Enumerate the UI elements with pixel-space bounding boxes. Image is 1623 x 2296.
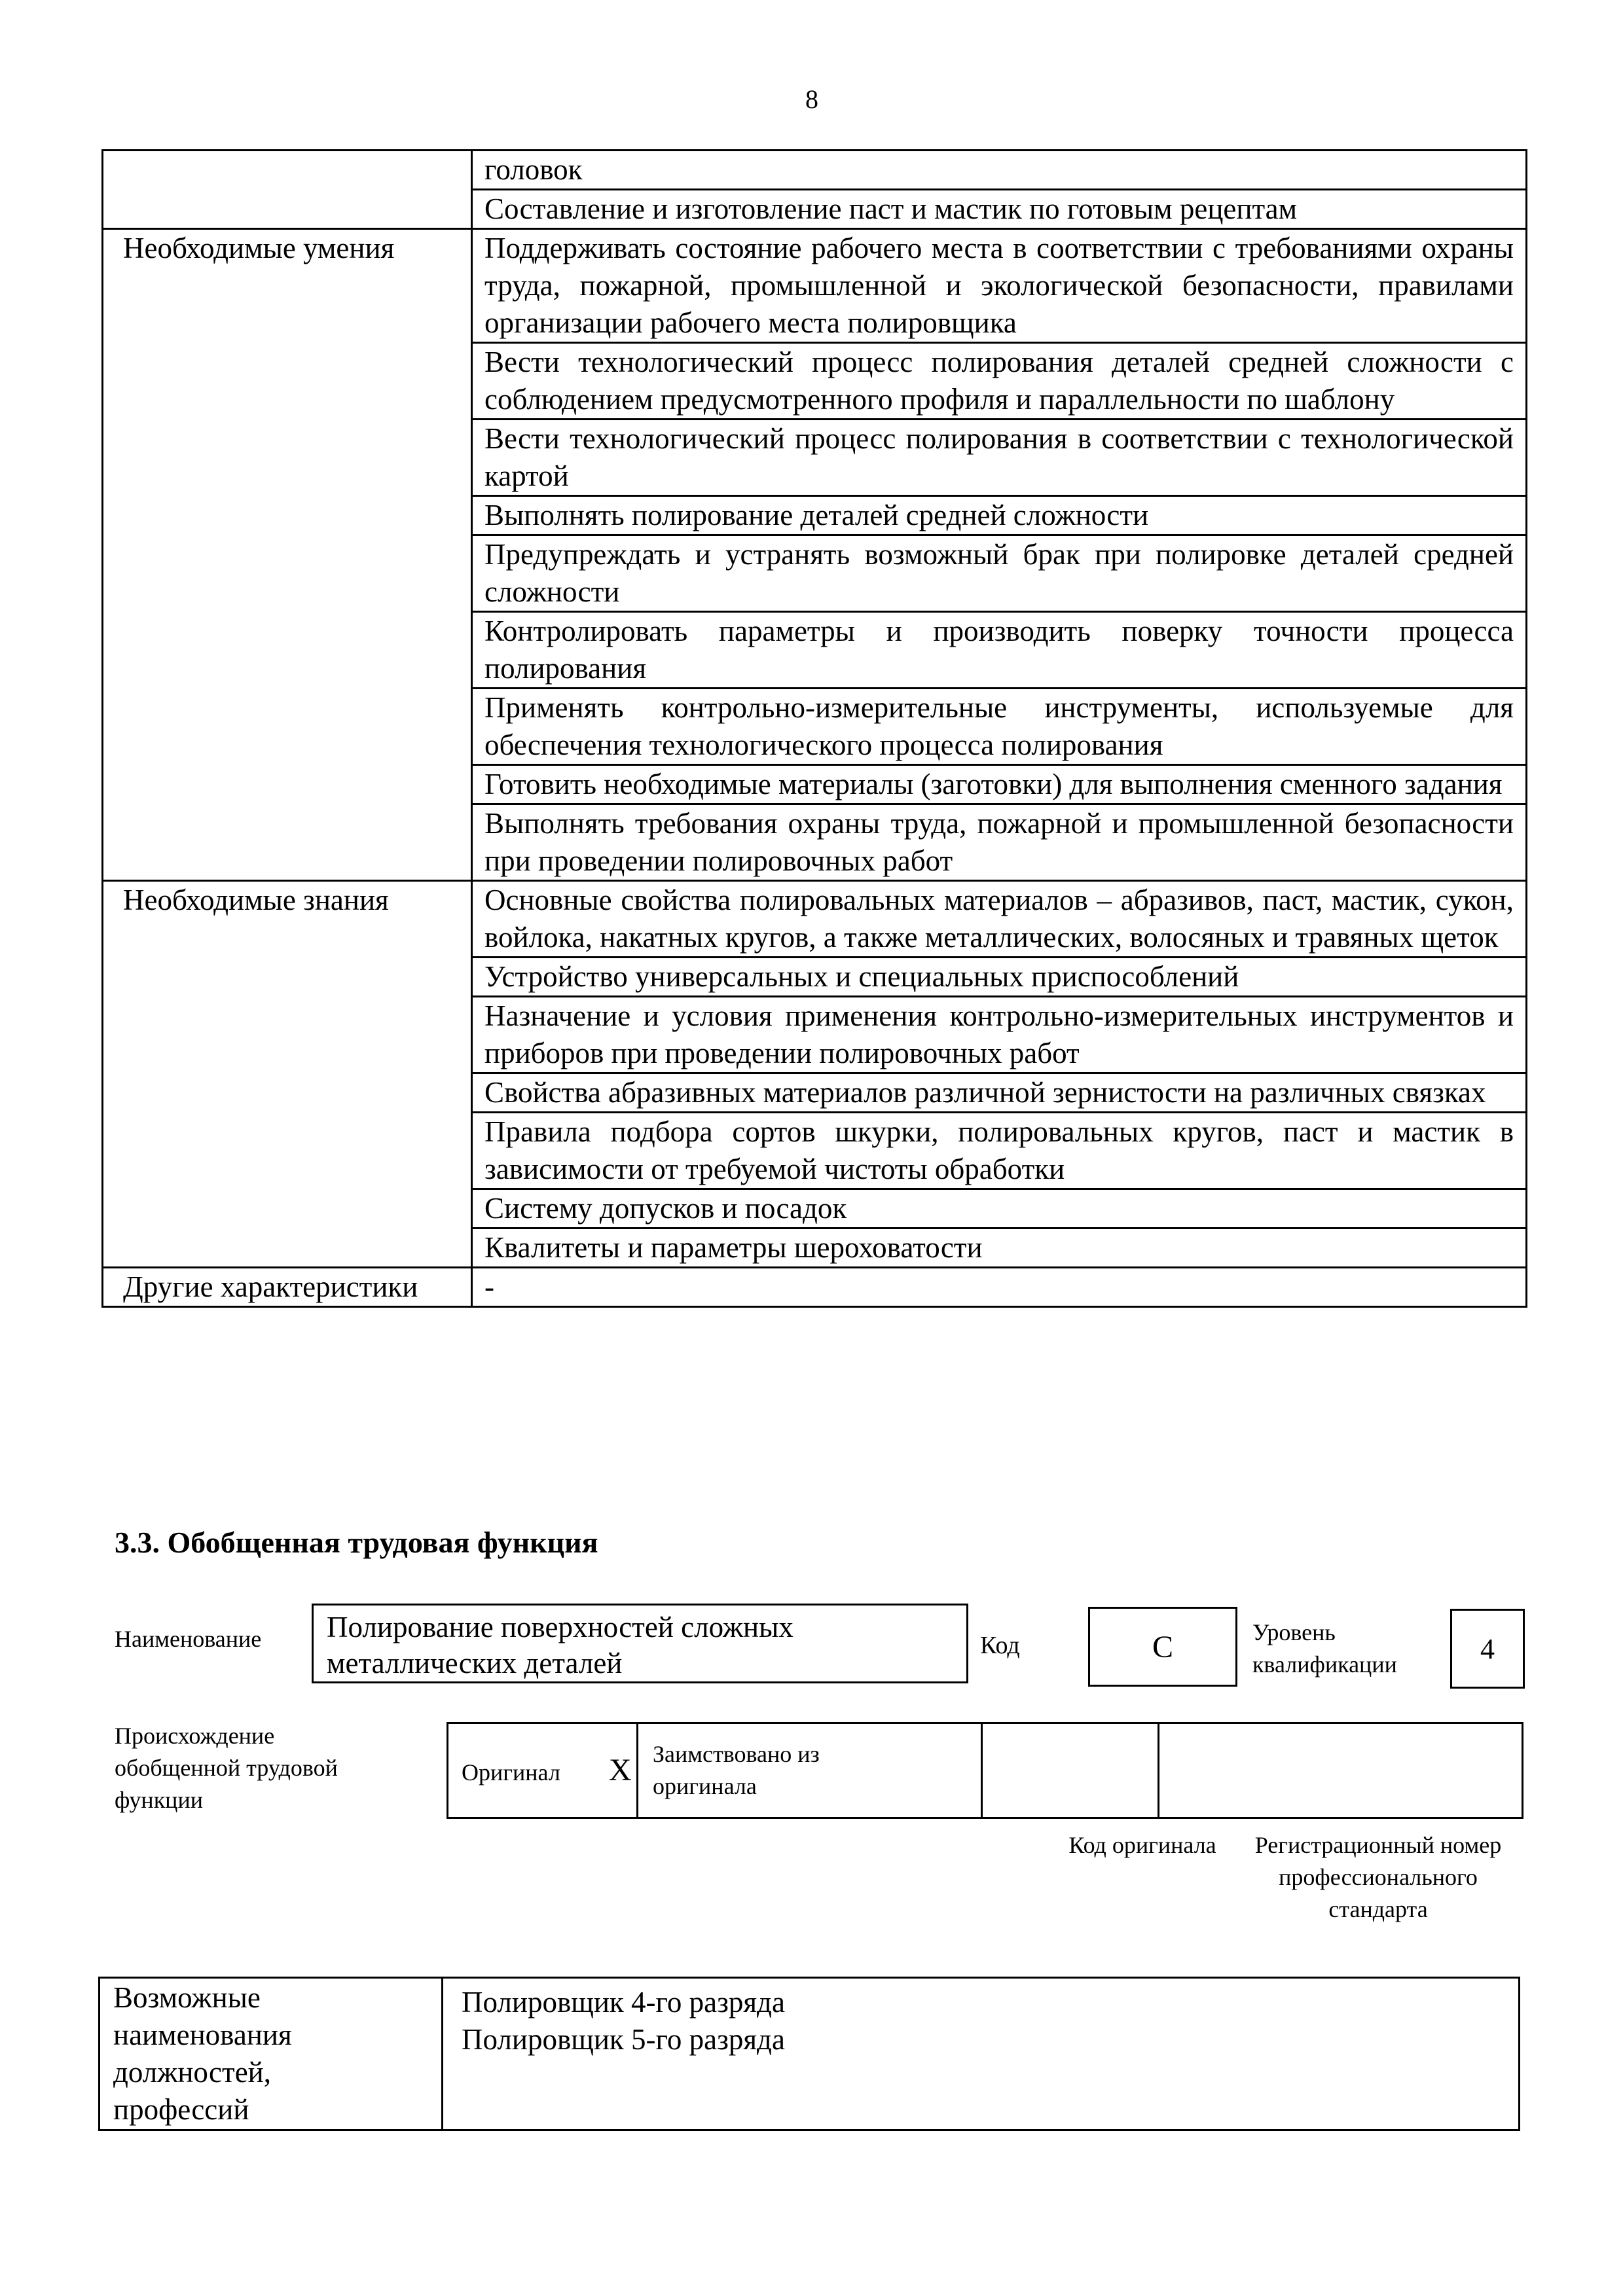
original-cell: [448, 1723, 638, 1818]
name-value-box: [312, 1604, 968, 1683]
row-group-label: Другие характеристики: [103, 1268, 472, 1307]
row-text: Применять контрольно-измерительные инструменты, используемые для обеспечения технологического процесса полирования: [472, 689, 1527, 765]
positions-list-cell: [443, 1978, 1520, 2130]
row-text: -: [472, 1268, 1527, 1307]
table-row: [103, 1268, 1527, 1307]
code-value: C: [1152, 1629, 1173, 1664]
code-value-box: [1088, 1607, 1237, 1687]
row-text: Систему допусков и посадок: [472, 1189, 1527, 1229]
row-text: Составление и изготовление паст и мастик по готовым рецептам: [472, 190, 1527, 229]
row-text: головок: [472, 151, 1527, 190]
row-text: Свойства абразивных материалов различной зернистости на различных связках: [472, 1073, 1527, 1113]
level-label: Уровень квалификации: [1252, 1619, 1397, 1677]
table-row: [103, 151, 1527, 190]
row-text: Вести технологический процесс полирования в соответствии с технологической картой: [472, 420, 1527, 496]
reg-number-caption: Регистрационный номер профессионального стандарта: [1254, 1832, 1502, 1922]
original-code-caption: Код оригинала: [1068, 1832, 1216, 1858]
row-text: Назначение и условия применения контрольно-измерительных инструментов и приборов при проведении полировочных работ: [472, 997, 1527, 1073]
positions-label: Возможные наименования должностей, профессий: [113, 1981, 292, 2126]
skills-knowledge-table: [101, 149, 1527, 1308]
row-text: Вести технологический процесс полирования деталей средней сложности с соблюдением предусмотренного профиля и параллельности по шаблону: [472, 343, 1527, 420]
row-text: Поддерживать состояние рабочего места в соответствии с требованиями охраны труда, пожарной, промышленной и экологической безопасности, правилами организации рабочего места полировщика: [472, 229, 1527, 343]
code-label: Код: [980, 1632, 1020, 1659]
position-item: Полировщик 4-го разряда: [462, 1986, 785, 2018]
table-row: [103, 881, 1527, 958]
table-row: [103, 229, 1527, 343]
row-text: Предупреждать и устранять возможный брак при полировке деталей средней сложности: [472, 535, 1527, 612]
row-text: Основные свойства полировальных материалов – абразивов, паст, мастик, сукон, войлока, накатных кругов, а также металлических, волосяных и травяных щеток: [472, 881, 1527, 958]
level-value-box: [1450, 1609, 1525, 1689]
row-group-label: Необходимые умения: [103, 229, 472, 881]
row-group-label: [103, 151, 472, 229]
row-text: Выполнять полирование деталей средней сложности: [472, 496, 1527, 535]
row-text: Готовить необходимые материалы (заготовки) для выполнения сменного задания: [472, 765, 1527, 804]
row-group-label: Необходимые знания: [103, 881, 472, 1268]
position-item: Полировщик 5-го разряда: [462, 2023, 785, 2056]
origin-label: Происхождение обобщенной трудовой функции: [115, 1723, 338, 1813]
original-code-cell: [982, 1723, 1159, 1818]
original-label: Оригинал: [462, 1759, 560, 1785]
original-mark: X: [608, 1753, 632, 1787]
borrowed-label: Заимствовано из оригинала: [653, 1741, 820, 1799]
row-text: Правила подбора сортов шкурки, полировальных кругов, паст и мастик в зависимости от требуемой чистоты обработки: [472, 1113, 1527, 1189]
row-text: Квалитеты и параметры шероховатости: [472, 1229, 1527, 1268]
name-label: Наименование: [115, 1626, 262, 1652]
positions-label-cell: [100, 1978, 443, 2130]
borrowed-cell: [638, 1723, 982, 1818]
row-text: Устройство универсальных и специальных приспособлений: [472, 958, 1527, 997]
row-text: Контролировать параметры и производить поверку точности процесса полирования: [472, 612, 1527, 689]
positions-table: [98, 1977, 1520, 2131]
section-title: 3.3. Обобщенная трудовая функция: [115, 1526, 598, 1559]
level-value: 4: [1480, 1632, 1495, 1665]
name-value: Полирование поверхностей сложных металлических деталей: [327, 1611, 793, 1679]
reg-number-cell: [1159, 1723, 1523, 1818]
row-text: Выполнять требования охраны труда, пожарной и промышленной безопасности при проведении полировочных работ: [472, 804, 1527, 881]
page-number: 8: [805, 84, 818, 114]
origin-table: [447, 1722, 1523, 1819]
